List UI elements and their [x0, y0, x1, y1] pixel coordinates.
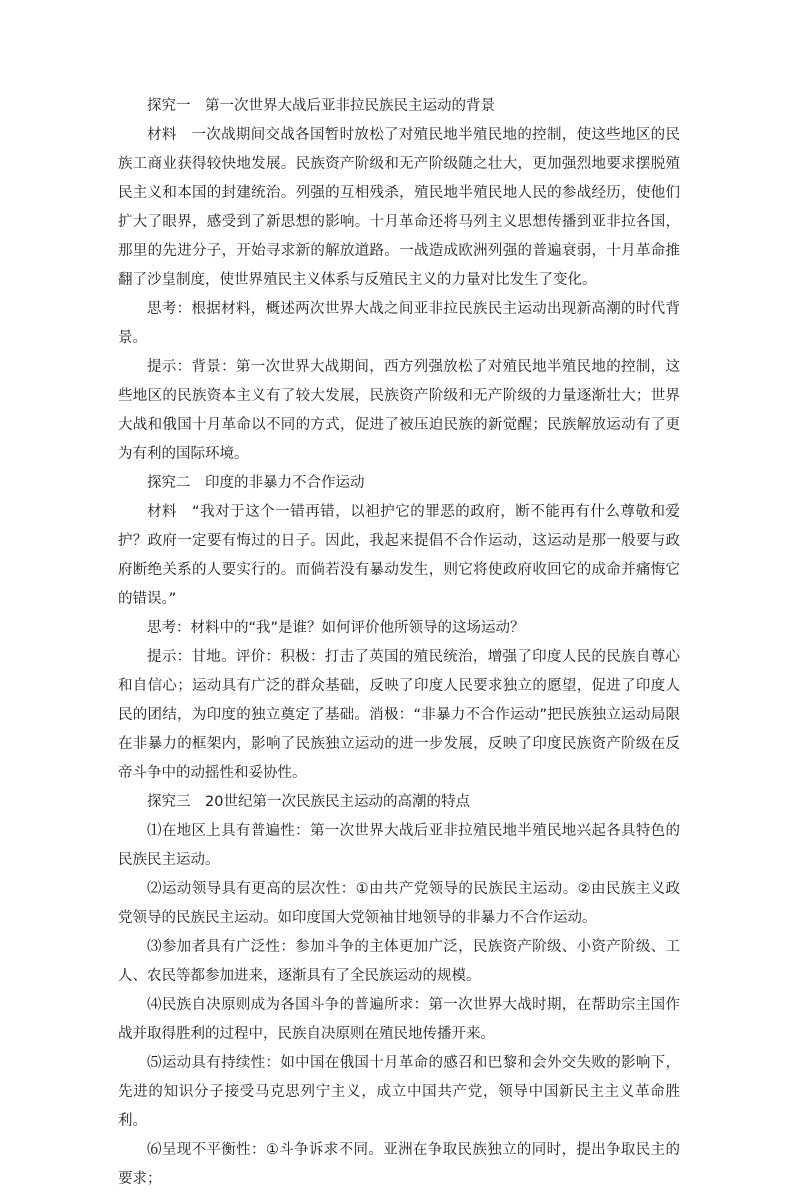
section-heading-2: 探究二 印度的非暴力不合作运动: [147, 475, 365, 491]
feature-point-6: ⑹呈现不平衡性：①斗争诉求不同。亚洲在争取民族独立的同时，提出争取民主的要求；: [118, 1142, 680, 1187]
section-heading-1: 探究一 第一次世界大战后亚非拉民族民主运动的背景: [147, 98, 495, 114]
feature-point-1: ⑴在地区上具有普遍性：第一次世界大战后亚非拉殖民地半殖民地兴起各具特色的民族民主运动。: [118, 823, 680, 868]
feature-point-3: ⑶参加者具有广泛性：参加斗争的主体更加广泛，民族资产阶级、小资产阶级、工人、农民等都参加进来，逐渐具有了全民族运动的规模。: [118, 939, 680, 984]
section-heading-3: 探究三 20世纪第一次民族民主运动的高潮的特点: [147, 794, 470, 810]
material-paragraph-1: 材料 一次战期间交战各国暂时放松了对殖民地半殖民地的控制，使这些地区的民族工商业获得较快地发展。民族资产阶级和无产阶级随之壮大，更加强烈地要求摆脱殖民主义和本国的封建统治。列强的互相残杀，殖民地半殖民地人民的参战经历，使他们扩大了眼界，感受到了新思想的影响。十月革命还将马列主义思想传播到亚非拉各国，那里的先进分子，开始寻求新的解放道路。一战造成欧洲列强的普遍衰弱，十月革命推翻了沙皇制度，使世界殖民主义体系与反殖民主义的力量对比发生了变化。: [118, 127, 680, 288]
document-body: [118, 92, 680, 1194]
question-paragraph-1: 思考：根据材料，概述两次世界大战之间亚非拉民族民主运动出现新高潮的时代背景。: [118, 301, 680, 346]
material-paragraph-2: 材料 “我对于这个一错再错，以袒护它的罪恶的政府，断不能再有什么尊敬和爱护？政府一定要有悔过的日子。因此，我起来提倡不合作运动，这运动是那一般要与政府断绝关系的人要实行的。而倘若没有暴动发生，则它将使政府收回它的成命并痛悔它的错误。”: [118, 504, 680, 607]
feature-point-4: ⑷民族自决原则成为各国斗争的普遍所求：第一次世界大战时期，在帮助宗主国作战并取得胜利的过程中，民族自决原则在殖民地传播开来。: [118, 997, 680, 1042]
hint-paragraph-2: 提示：甘地。评价：积极：打击了英国的殖民统治，增强了印度人民的民族自尊心和自信心；运动具有广泛的群众基础，反映了印度人民要求独立的愿望，促进了印度人民的团结，为印度的独立奠定了基础。消极：“非暴力不合作运动”把民族独立运动局限在非暴力的框架内，影响了民族独立运动的进一步发展，反映了印度民族资产阶级在反帝斗争中的动摇性和妥协性。: [118, 649, 680, 781]
feature-point-2: ⑵运动领导具有更高的层次性：①由共产党领导的民族民主运动。②由民族主义政党领导的民族民主运动。如印度国大党领袖甘地领导的非暴力不合作运动。: [118, 881, 680, 926]
hint-paragraph-1: 提示：背景：第一次世界大战期间，西方列强放松了对殖民地半殖民地的控制，这些地区的民族资本主义有了较大发展，民族资产阶级和无产阶级的力量逐渐壮大；世界大战和俄国十月革命以不同的方式，促进了被压迫民族的新觉醒；民族解放运动有了更为有利的国际环境。: [118, 359, 680, 462]
feature-point-5: ⑸运动具有持续性：如中国在俄国十月革命的感召和巴黎和会外交失败的影响下，先进的知识分子接受马克思列宁主义，成立中国共产党，领导中国新民主主义革命胜利。: [118, 1055, 680, 1129]
question-paragraph-2: 思考：材料中的“我”是谁？如何评价他所领导的这场运动？: [147, 620, 525, 636]
